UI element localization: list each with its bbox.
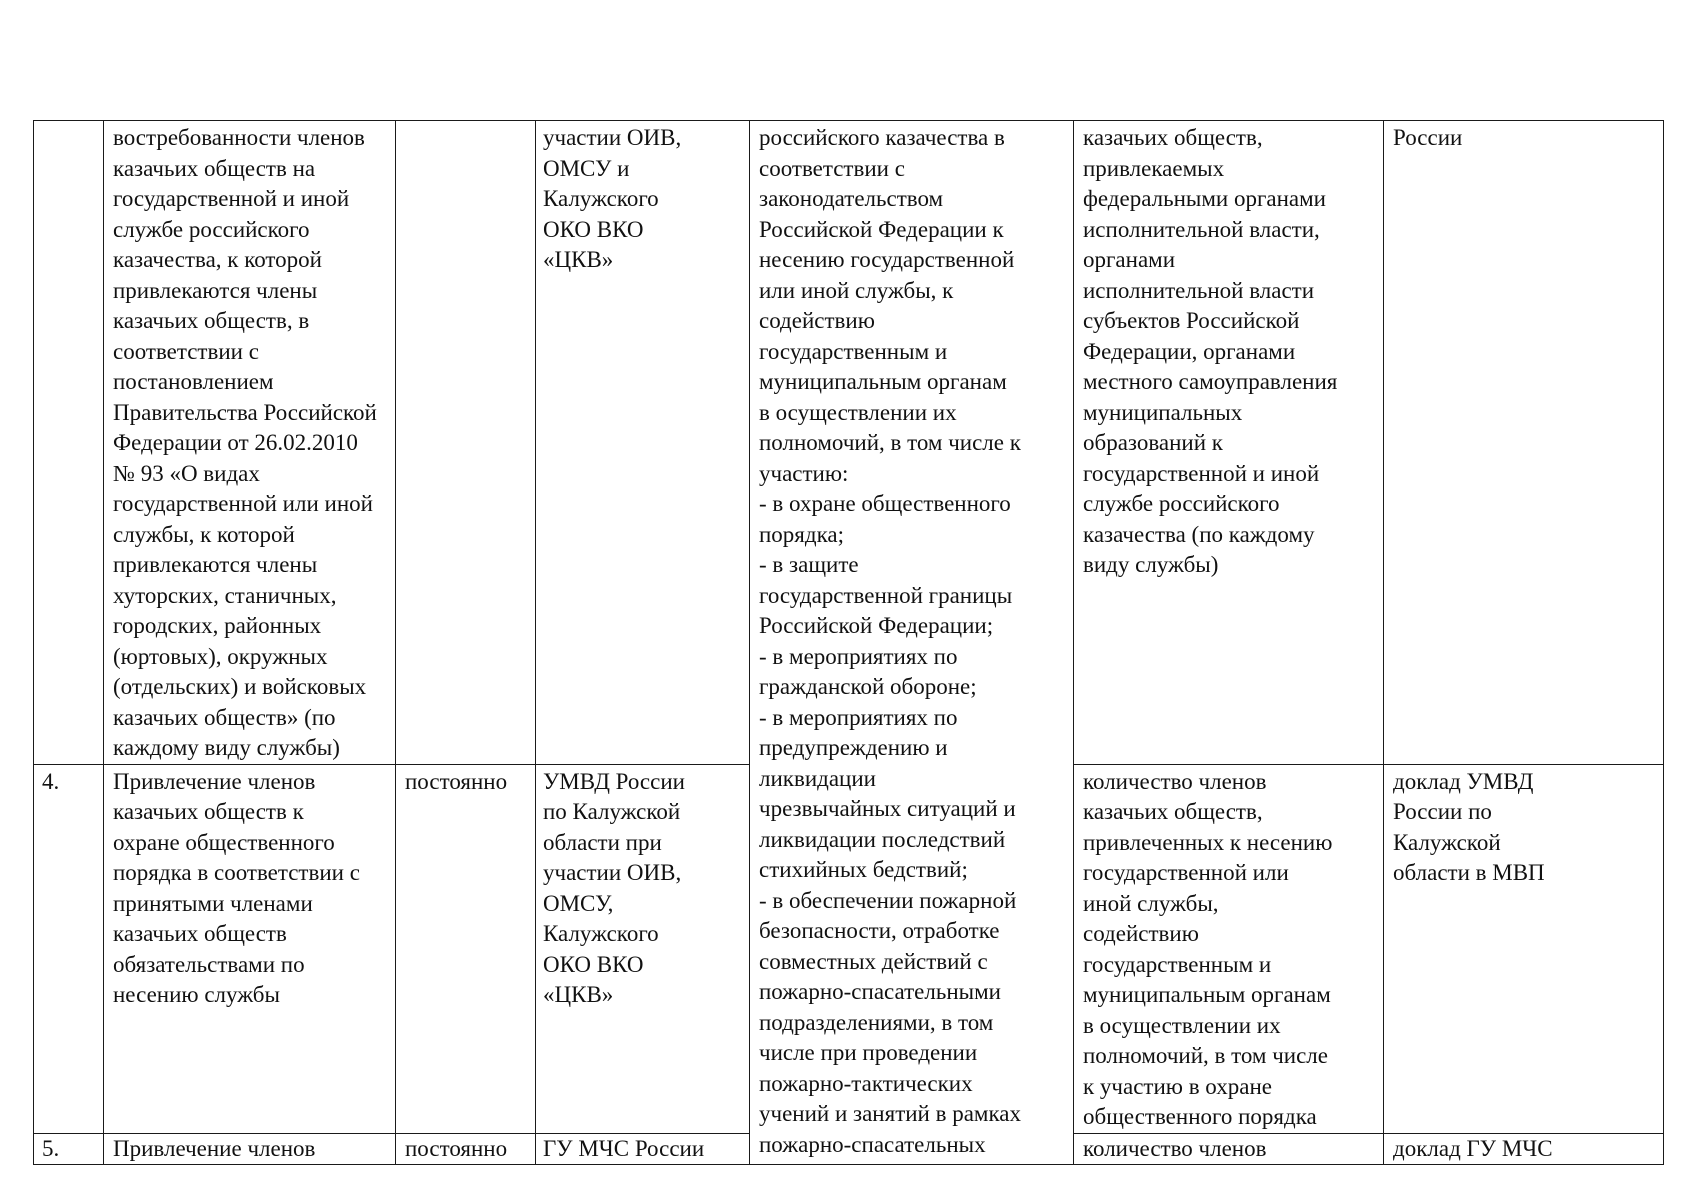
report-cell: доклад ГУ МЧС [1384,1133,1664,1164]
report-cell: доклад УМВД России по Калужской области в МВП [1384,764,1664,1133]
table-row [34,121,1664,765]
indicator-cell: казачьих обществ, привлекаемых федеральными органами исполнительной власти, органами исполнительной власти субъектов Российской Федерации, органами местного самоуправления муниципальных образований к государственной и иной службе российского казачества (по каждому виду службы) [1074,121,1384,765]
indicator-cell: количество членов [1074,1133,1384,1164]
responsible-cell: УМВД России по Калужской области при участии ОИВ, ОМСУ, Калужского ОКО ВКО «ЦКВ» [536,764,750,1133]
term-cell: постоянно [396,764,536,1133]
report-cell: России [1384,121,1664,765]
measure-cell: востребованности членов казачьих обществ на государственной и иной службе российского казачества, к которой привлекаются члены казачьих обществ, в соответствии с постановлением Правительства Российской Федерации от 26.02.2010 № 93 «О видах государственной или иной службы, к которой привлекаются члены хуторских, станичных, городских, районных (юртовых), окружных (отдельских) и войсковых казачьих обществ» (по каждому виду службы) [104,121,396,765]
indicator-cell: количество членов казачьих обществ, привлеченных к несению государственной или иной службы, содействию государственным и муниципальным органам в осуществлении их полномочий, в том числе к участию в охране общественного порядка [1074,764,1384,1133]
measures-table [33,120,1664,1165]
term-cell: постоянно [396,1133,536,1164]
responsible-cell: участии ОИВ, ОМСУ и Калужского ОКО ВКО «ЦКВ» [536,121,750,765]
measure-cell: Привлечение членов [104,1133,396,1164]
row-number-cell: 4. [34,764,104,1133]
row-number-cell: 5. [34,1133,104,1164]
responsible-cell: ГУ МЧС России [536,1133,750,1164]
term-cell [396,121,536,765]
expected-result-cell: российского казачества в соответствии с законодательством Российской Федерации к несению государственной или иной службы, к содействию государственным и муниципальным органам в осуществлении их полномочий, в том числе к участию: - в охране общественного порядка; - в защите государственной границы Российской Федерации; - в мероприятиях по гражданской обороне; - в мероприятиях по предупреждению и ликвидации чрезвычайных ситуаций и ликвидации последствий стихийных бедствий; - в обеспечении пожарной безопасности, отработке совместных действий с пожарно-спасательными подразделениями, в том числе при проведении пожарно-тактических учений и занятий в рамках пожарно-спасательных [750,121,1074,1165]
measure-cell: Привлечение членов казачьих обществ к охране общественного порядка в соответствии с принятыми членами казачьих обществ обязательствами по несению службы [104,764,396,1133]
row-number-cell [34,121,104,765]
